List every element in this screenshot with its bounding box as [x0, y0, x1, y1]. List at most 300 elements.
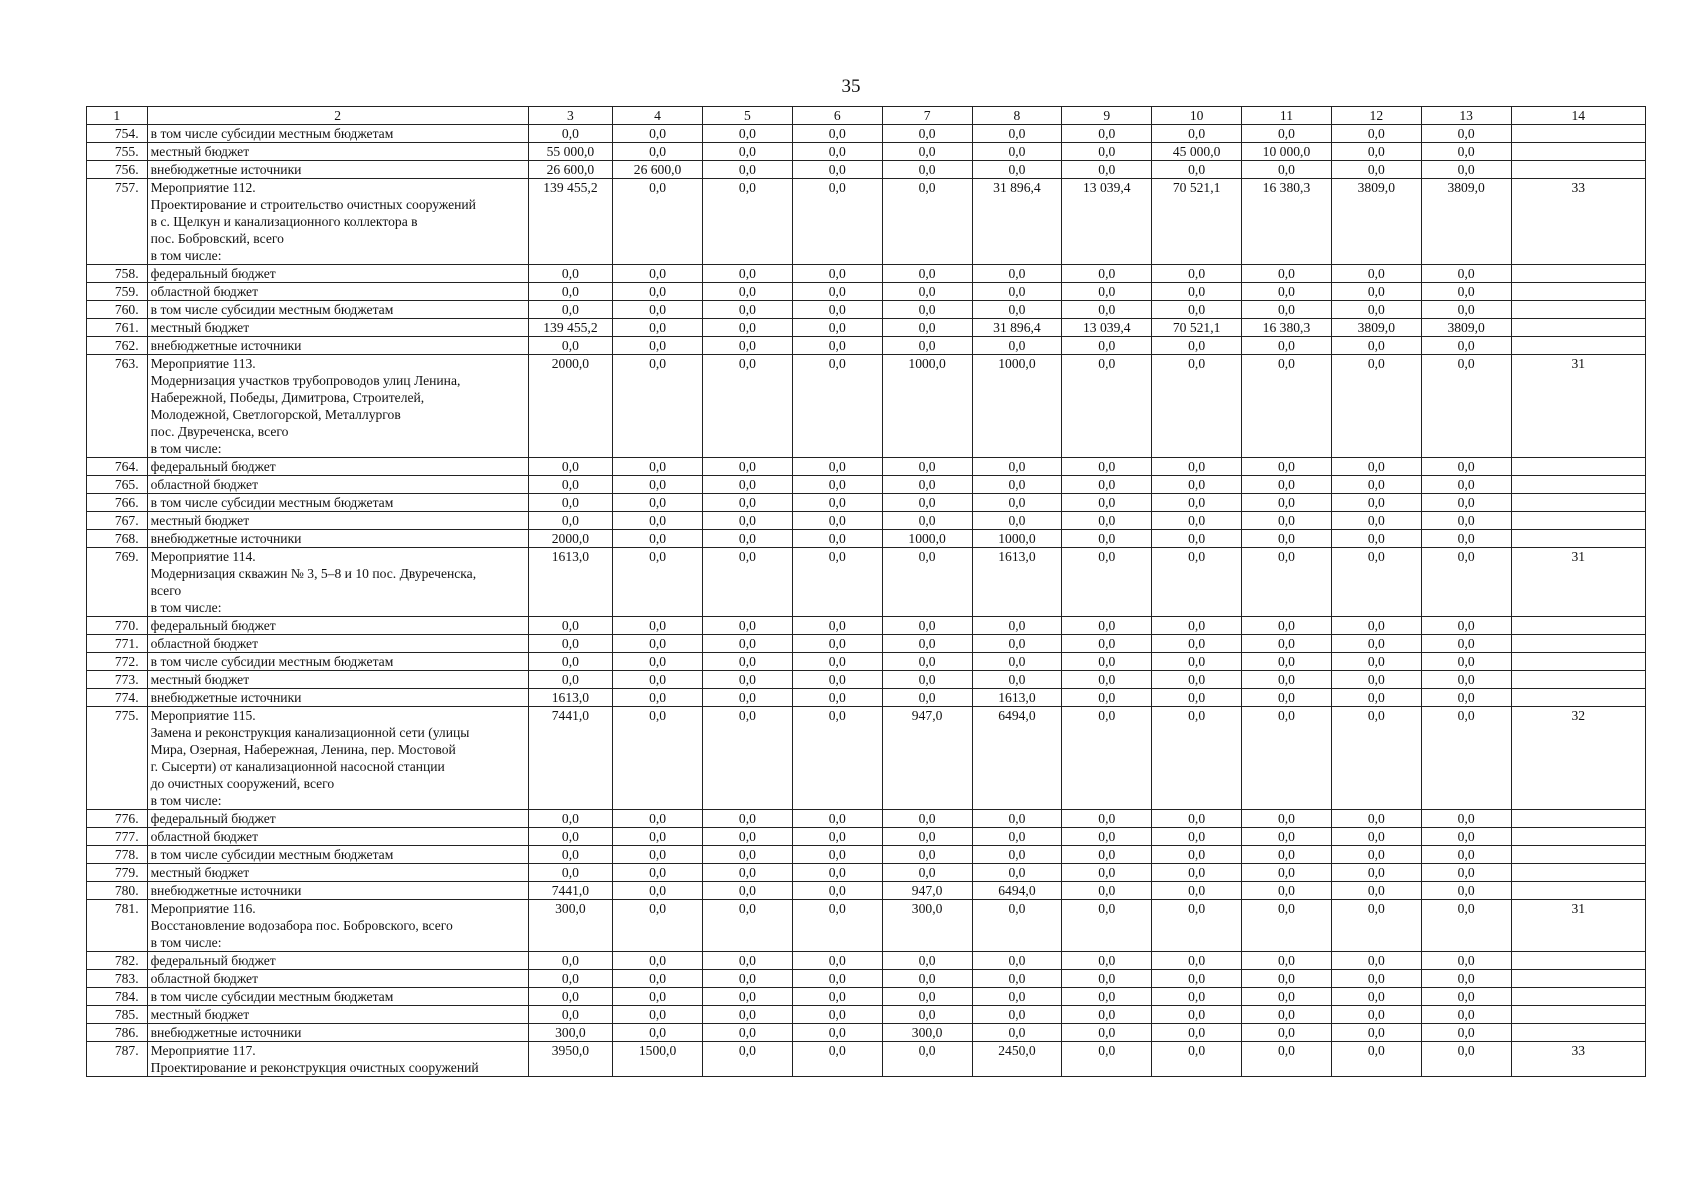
value-cell: 1000,0	[972, 530, 1062, 548]
value-cell: 0,0	[1152, 689, 1242, 707]
value-cell: 0,0	[1331, 864, 1421, 882]
value-cell: 0,0	[1421, 1042, 1511, 1077]
value-cell: 0,0	[702, 458, 792, 476]
value-cell: 0,0	[1152, 970, 1242, 988]
target-indicator-cell	[1511, 810, 1645, 828]
value-cell: 0,0	[882, 179, 972, 265]
value-cell: 0,0	[1421, 458, 1511, 476]
value-cell: 0,0	[792, 476, 882, 494]
value-cell: 0,0	[792, 265, 882, 283]
value-cell: 0,0	[972, 301, 1062, 319]
column-header-cell: 7	[882, 107, 972, 125]
value-cell: 0,0	[882, 283, 972, 301]
target-indicator-cell	[1511, 265, 1645, 283]
row-description-cell: внебюджетные источники	[147, 689, 528, 707]
value-cell: 0,0	[792, 161, 882, 179]
value-cell: 0,0	[1421, 476, 1511, 494]
value-cell: 0,0	[1421, 548, 1511, 617]
row-number-cell: 761.	[87, 319, 148, 337]
value-cell: 0,0	[1152, 355, 1242, 458]
value-cell: 0,0	[613, 1006, 703, 1024]
table-row	[87, 671, 1646, 689]
value-cell: 0,0	[882, 828, 972, 846]
value-cell: 7441,0	[528, 707, 612, 810]
value-cell: 0,0	[882, 635, 972, 653]
value-cell: 0,0	[882, 689, 972, 707]
value-cell: 0,0	[1062, 671, 1152, 689]
value-cell: 0,0	[528, 828, 612, 846]
value-cell: 0,0	[1331, 530, 1421, 548]
value-cell: 0,0	[613, 828, 703, 846]
row-number-cell: 777.	[87, 828, 148, 846]
value-cell: 0,0	[613, 512, 703, 530]
value-cell: 0,0	[1152, 635, 1242, 653]
value-cell: 0,0	[702, 548, 792, 617]
value-cell: 0,0	[792, 319, 882, 337]
value-cell: 0,0	[1062, 810, 1152, 828]
value-cell: 0,0	[528, 283, 612, 301]
value-cell: 10 000,0	[1242, 143, 1332, 161]
value-cell: 0,0	[1421, 265, 1511, 283]
value-cell: 0,0	[1242, 671, 1332, 689]
target-indicator-cell	[1511, 617, 1645, 635]
value-cell: 0,0	[1062, 548, 1152, 617]
row-description-cell: федеральный бюджет	[147, 458, 528, 476]
target-indicator-cell	[1511, 530, 1645, 548]
row-number-cell: 765.	[87, 476, 148, 494]
value-cell: 0,0	[702, 161, 792, 179]
row-number-cell: 770.	[87, 617, 148, 635]
value-cell: 0,0	[1062, 707, 1152, 810]
value-cell: 0,0	[792, 494, 882, 512]
value-cell: 0,0	[882, 1042, 972, 1077]
row-number-cell: 759.	[87, 283, 148, 301]
value-cell: 0,0	[972, 828, 1062, 846]
table-row	[87, 265, 1646, 283]
value-cell: 1613,0	[528, 548, 612, 617]
row-number-cell: 756.	[87, 161, 148, 179]
value-cell: 0,0	[792, 458, 882, 476]
value-cell: 0,0	[1062, 494, 1152, 512]
value-cell: 0,0	[702, 617, 792, 635]
row-description-cell: федеральный бюджет	[147, 617, 528, 635]
value-cell: 0,0	[1152, 494, 1242, 512]
value-cell: 0,0	[882, 512, 972, 530]
value-cell: 0,0	[1331, 143, 1421, 161]
column-header-cell: 3	[528, 107, 612, 125]
value-cell: 0,0	[702, 143, 792, 161]
value-cell: 0,0	[1152, 900, 1242, 952]
value-cell: 3809,0	[1331, 319, 1421, 337]
target-indicator-cell	[1511, 161, 1645, 179]
column-header-cell: 6	[792, 107, 882, 125]
value-cell: 0,0	[613, 265, 703, 283]
value-cell: 0,0	[702, 1042, 792, 1077]
value-cell: 0,0	[1062, 970, 1152, 988]
table-row	[87, 337, 1646, 355]
value-cell: 0,0	[528, 617, 612, 635]
value-cell: 0,0	[613, 988, 703, 1006]
value-cell: 0,0	[1062, 283, 1152, 301]
value-cell: 16 380,3	[1242, 319, 1332, 337]
value-cell: 0,0	[1242, 337, 1332, 355]
value-cell: 0,0	[1152, 846, 1242, 864]
value-cell: 0,0	[1242, 810, 1332, 828]
value-cell: 0,0	[702, 952, 792, 970]
value-cell: 0,0	[882, 617, 972, 635]
table-row	[87, 828, 1646, 846]
table-row	[87, 301, 1646, 319]
value-cell: 0,0	[1331, 653, 1421, 671]
value-cell: 6494,0	[972, 707, 1062, 810]
value-cell: 0,0	[613, 476, 703, 494]
value-cell: 3950,0	[528, 1042, 612, 1077]
column-header-cell: 9	[1062, 107, 1152, 125]
target-indicator-cell	[1511, 458, 1645, 476]
value-cell: 0,0	[1242, 512, 1332, 530]
value-cell: 0,0	[1242, 125, 1332, 143]
value-cell: 1613,0	[972, 689, 1062, 707]
value-cell: 0,0	[702, 810, 792, 828]
value-cell: 0,0	[1062, 689, 1152, 707]
row-number-cell: 769.	[87, 548, 148, 617]
value-cell: 31 896,4	[972, 319, 1062, 337]
value-cell: 0,0	[792, 828, 882, 846]
value-cell: 70 521,1	[1152, 319, 1242, 337]
value-cell: 0,0	[1331, 635, 1421, 653]
row-description-cell: в том числе субсидии местным бюджетам	[147, 988, 528, 1006]
value-cell: 0,0	[1242, 265, 1332, 283]
value-cell: 3809,0	[1331, 179, 1421, 265]
table-row	[87, 530, 1646, 548]
value-cell: 0,0	[1062, 882, 1152, 900]
value-cell: 0,0	[702, 512, 792, 530]
row-description-cell: областной бюджет	[147, 476, 528, 494]
value-cell: 0,0	[1331, 301, 1421, 319]
value-cell: 0,0	[528, 864, 612, 882]
value-cell: 0,0	[1062, 355, 1152, 458]
value-cell: 0,0	[1242, 707, 1332, 810]
target-indicator-cell: 31	[1511, 900, 1645, 952]
value-cell: 0,0	[613, 810, 703, 828]
value-cell: 0,0	[972, 970, 1062, 988]
column-header-cell: 5	[702, 107, 792, 125]
value-cell: 0,0	[792, 337, 882, 355]
row-number-cell: 771.	[87, 635, 148, 653]
value-cell: 0,0	[528, 265, 612, 283]
value-cell: 0,0	[1421, 161, 1511, 179]
row-number-cell: 776.	[87, 810, 148, 828]
value-cell: 0,0	[882, 988, 972, 1006]
row-number-cell: 762.	[87, 337, 148, 355]
row-number-cell: 781.	[87, 900, 148, 952]
value-cell: 300,0	[528, 900, 612, 952]
value-cell: 0,0	[1421, 864, 1511, 882]
table-row	[87, 1042, 1646, 1077]
value-cell: 0,0	[972, 1024, 1062, 1042]
value-cell: 0,0	[702, 970, 792, 988]
value-cell: 0,0	[1421, 952, 1511, 970]
value-cell: 0,0	[702, 707, 792, 810]
value-cell: 0,0	[1152, 458, 1242, 476]
value-cell: 300,0	[882, 900, 972, 952]
value-cell: 0,0	[1062, 1024, 1152, 1042]
row-number-cell: 782.	[87, 952, 148, 970]
value-cell: 0,0	[1152, 161, 1242, 179]
value-cell: 0,0	[1152, 828, 1242, 846]
value-cell: 3809,0	[1421, 179, 1511, 265]
value-cell: 0,0	[702, 988, 792, 1006]
row-number-cell: 774.	[87, 689, 148, 707]
value-cell: 0,0	[1331, 952, 1421, 970]
table-row	[87, 882, 1646, 900]
value-cell: 0,0	[1421, 355, 1511, 458]
row-description-cell: в том числе субсидии местным бюджетам	[147, 125, 528, 143]
value-cell: 16 380,3	[1242, 179, 1332, 265]
table-row	[87, 1024, 1646, 1042]
value-cell: 0,0	[1242, 864, 1332, 882]
value-cell: 0,0	[792, 1024, 882, 1042]
column-header-cell: 4	[613, 107, 703, 125]
value-cell: 0,0	[1421, 337, 1511, 355]
value-cell: 0,0	[1421, 1024, 1511, 1042]
target-indicator-cell	[1511, 952, 1645, 970]
value-cell: 0,0	[528, 512, 612, 530]
value-cell: 0,0	[792, 143, 882, 161]
row-number-cell: 773.	[87, 671, 148, 689]
value-cell: 0,0	[882, 161, 972, 179]
table-row	[87, 476, 1646, 494]
value-cell: 0,0	[1062, 988, 1152, 1006]
table-row	[87, 125, 1646, 143]
row-description-cell: местный бюджет	[147, 864, 528, 882]
value-cell: 0,0	[1152, 265, 1242, 283]
value-cell: 0,0	[702, 494, 792, 512]
value-cell: 0,0	[702, 301, 792, 319]
row-description-cell: Мероприятие 115. Замена и реконструкция канализационной сети (улицы Мира, Озерная, Набережная, Ленина, пер. Мостовой г. Сысерти) от канализационной насосной станции до очистных сооружений, всего в том числе:	[147, 707, 528, 810]
value-cell: 0,0	[1242, 828, 1332, 846]
row-description-cell: внебюджетные источники	[147, 530, 528, 548]
target-indicator-cell: 31	[1511, 548, 1645, 617]
target-indicator-cell: 33	[1511, 1042, 1645, 1077]
value-cell: 1613,0	[528, 689, 612, 707]
value-cell: 0,0	[1331, 846, 1421, 864]
value-cell: 0,0	[702, 355, 792, 458]
target-indicator-cell	[1511, 970, 1645, 988]
row-number-cell: 758.	[87, 265, 148, 283]
value-cell: 0,0	[792, 179, 882, 265]
row-number-cell: 768.	[87, 530, 148, 548]
value-cell: 0,0	[1242, 635, 1332, 653]
row-number-cell: 754.	[87, 125, 148, 143]
value-cell: 0,0	[1331, 458, 1421, 476]
value-cell: 0,0	[792, 617, 882, 635]
row-number-cell: 783.	[87, 970, 148, 988]
value-cell: 0,0	[882, 952, 972, 970]
target-indicator-cell	[1511, 143, 1645, 161]
value-cell: 0,0	[702, 846, 792, 864]
value-cell: 0,0	[1242, 283, 1332, 301]
target-indicator-cell	[1511, 846, 1645, 864]
value-cell: 0,0	[613, 548, 703, 617]
target-indicator-cell: 32	[1511, 707, 1645, 810]
value-cell: 0,0	[1331, 494, 1421, 512]
value-cell: 2450,0	[972, 1042, 1062, 1077]
value-cell: 0,0	[792, 988, 882, 1006]
column-header-cell: 14	[1511, 107, 1645, 125]
value-cell: 0,0	[882, 301, 972, 319]
value-cell: 0,0	[1421, 283, 1511, 301]
target-indicator-cell	[1511, 828, 1645, 846]
value-cell: 0,0	[972, 476, 1062, 494]
value-cell: 0,0	[702, 476, 792, 494]
value-cell: 0,0	[1062, 846, 1152, 864]
value-cell: 0,0	[972, 125, 1062, 143]
value-cell: 0,0	[1242, 900, 1332, 952]
row-description-cell: местный бюджет	[147, 1006, 528, 1024]
value-cell: 2000,0	[528, 530, 612, 548]
value-cell: 0,0	[1062, 653, 1152, 671]
target-indicator-cell	[1511, 301, 1645, 319]
row-description-cell: внебюджетные источники	[147, 161, 528, 179]
value-cell: 0,0	[528, 653, 612, 671]
value-cell: 0,0	[972, 617, 1062, 635]
value-cell: 0,0	[1421, 689, 1511, 707]
table-row	[87, 548, 1646, 617]
value-cell: 0,0	[972, 864, 1062, 882]
column-header-cell: 1	[87, 107, 148, 125]
row-number-cell: 775.	[87, 707, 148, 810]
value-cell: 0,0	[1062, 125, 1152, 143]
value-cell: 0,0	[1152, 530, 1242, 548]
value-cell: 0,0	[1331, 355, 1421, 458]
value-cell: 0,0	[792, 952, 882, 970]
value-cell: 0,0	[1331, 283, 1421, 301]
target-indicator-cell	[1511, 689, 1645, 707]
value-cell: 1000,0	[882, 355, 972, 458]
value-cell: 0,0	[1062, 143, 1152, 161]
value-cell: 0,0	[1152, 671, 1242, 689]
value-cell: 0,0	[1062, 952, 1152, 970]
value-cell: 0,0	[702, 900, 792, 952]
value-cell: 0,0	[792, 530, 882, 548]
value-cell: 0,0	[613, 530, 703, 548]
table-row	[87, 494, 1646, 512]
value-cell: 0,0	[1152, 864, 1242, 882]
value-cell: 0,0	[1331, 1024, 1421, 1042]
value-cell: 31 896,4	[972, 179, 1062, 265]
value-cell: 0,0	[702, 125, 792, 143]
value-cell: 0,0	[528, 810, 612, 828]
value-cell: 0,0	[882, 1006, 972, 1024]
row-number-cell: 772.	[87, 653, 148, 671]
row-description-cell: в том числе субсидии местным бюджетам	[147, 301, 528, 319]
value-cell: 0,0	[882, 337, 972, 355]
value-cell: 0,0	[613, 125, 703, 143]
value-cell: 0,0	[1331, 512, 1421, 530]
value-cell: 0,0	[972, 283, 1062, 301]
table-row	[87, 283, 1646, 301]
row-description-cell: в том числе субсидии местным бюджетам	[147, 653, 528, 671]
value-cell: 0,0	[1062, 864, 1152, 882]
value-cell: 0,0	[1331, 1006, 1421, 1024]
value-cell: 0,0	[792, 864, 882, 882]
value-cell: 300,0	[882, 1024, 972, 1042]
target-indicator-cell: 33	[1511, 179, 1645, 265]
value-cell: 0,0	[1421, 671, 1511, 689]
value-cell: 0,0	[1062, 161, 1152, 179]
value-cell: 0,0	[792, 635, 882, 653]
value-cell: 0,0	[1331, 900, 1421, 952]
value-cell: 0,0	[1421, 900, 1511, 952]
value-cell: 0,0	[882, 970, 972, 988]
value-cell: 0,0	[1062, 1042, 1152, 1077]
table-row	[87, 635, 1646, 653]
value-cell: 0,0	[882, 548, 972, 617]
value-cell: 0,0	[613, 689, 703, 707]
row-number-cell: 757.	[87, 179, 148, 265]
value-cell: 0,0	[613, 970, 703, 988]
value-cell: 0,0	[1331, 617, 1421, 635]
value-cell: 0,0	[613, 458, 703, 476]
value-cell: 0,0	[1152, 1024, 1242, 1042]
value-cell: 0,0	[1421, 1006, 1511, 1024]
row-description-cell: федеральный бюджет	[147, 265, 528, 283]
row-description-cell: Мероприятие 114. Модернизация скважин № 3, 5–8 и 10 пос. Двуреченска, всего в том числе:	[147, 548, 528, 617]
value-cell: 0,0	[702, 882, 792, 900]
value-cell: 0,0	[613, 707, 703, 810]
column-header-row	[87, 107, 1646, 125]
table-row	[87, 512, 1646, 530]
value-cell: 0,0	[1421, 512, 1511, 530]
row-description-cell: внебюджетные источники	[147, 337, 528, 355]
value-cell: 0,0	[1242, 952, 1332, 970]
value-cell: 0,0	[702, 1024, 792, 1042]
row-number-cell: 766.	[87, 494, 148, 512]
table-row	[87, 143, 1646, 161]
target-indicator-cell	[1511, 512, 1645, 530]
target-indicator-cell	[1511, 1024, 1645, 1042]
value-cell: 0,0	[613, 671, 703, 689]
value-cell: 0,0	[613, 179, 703, 265]
value-cell: 0,0	[972, 671, 1062, 689]
target-indicator-cell	[1511, 864, 1645, 882]
value-cell: 0,0	[1421, 143, 1511, 161]
value-cell: 0,0	[882, 476, 972, 494]
target-indicator-cell	[1511, 635, 1645, 653]
value-cell: 0,0	[1242, 689, 1332, 707]
value-cell: 0,0	[613, 143, 703, 161]
value-cell: 0,0	[613, 494, 703, 512]
value-cell: 0,0	[528, 494, 612, 512]
value-cell: 0,0	[1242, 530, 1332, 548]
value-cell: 0,0	[1421, 828, 1511, 846]
value-cell: 70 521,1	[1152, 179, 1242, 265]
value-cell: 300,0	[528, 1024, 612, 1042]
target-indicator-cell	[1511, 653, 1645, 671]
row-description-cell: областной бюджет	[147, 283, 528, 301]
value-cell: 0,0	[1062, 635, 1152, 653]
column-header-cell: 13	[1421, 107, 1511, 125]
value-cell: 0,0	[1331, 125, 1421, 143]
value-cell: 0,0	[1421, 617, 1511, 635]
value-cell: 0,0	[702, 337, 792, 355]
table-row	[87, 970, 1646, 988]
value-cell: 1613,0	[972, 548, 1062, 617]
target-indicator-cell	[1511, 988, 1645, 1006]
row-description-cell: местный бюджет	[147, 512, 528, 530]
budget-table	[86, 106, 1646, 1077]
